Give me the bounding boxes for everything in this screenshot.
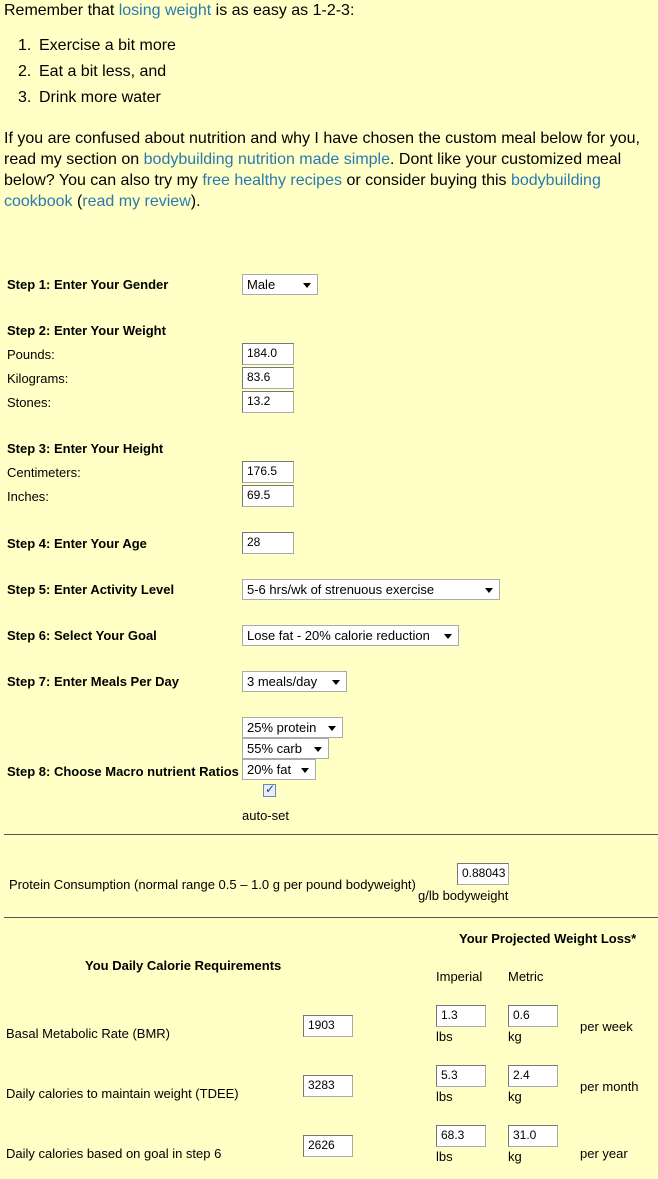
bmr-label: Basal Metabolic Rate (BMR) [6, 1026, 170, 1041]
carb-ratio-select[interactable]: 55% carb [242, 738, 329, 759]
kilograms-input[interactable]: 83.6 [242, 367, 294, 389]
protein-label: Protein Consumption (normal range 0.5 – 1.0 g per pound bodyweight) [9, 877, 416, 892]
lbs-unit: lbs [436, 1149, 453, 1164]
imperial-heading: Imperial [436, 969, 483, 984]
step6-label: Step 6: Select Your Goal [7, 628, 157, 643]
goal-calories-output[interactable]: 2626 [303, 1135, 353, 1157]
inches-input[interactable]: 69.5 [242, 485, 294, 507]
chevron-down-icon [332, 680, 340, 685]
tdee-output[interactable]: 3283 [303, 1075, 353, 1097]
centimeters-label: Centimeters: [7, 465, 81, 480]
chevron-down-icon [314, 747, 322, 752]
protein-ratio-select[interactable]: 25% protein [242, 717, 343, 738]
divider [4, 917, 658, 918]
lbs-unit: lbs [436, 1089, 453, 1104]
yearly-lbs-output[interactable]: 68.3 [436, 1125, 486, 1147]
step1-label: Step 1: Enter Your Gender [7, 277, 169, 292]
protein-unit: g/lb bodyweight [418, 888, 509, 903]
cookbook-link[interactable]: bodybuilding [510, 172, 601, 189]
fat-ratio-select[interactable]: 20% fat [242, 759, 316, 780]
stones-label: Stones: [7, 395, 52, 410]
intro-line: Remember that losing weight is as easy as 1-2-3: [4, 2, 355, 19]
step2-label: Step 2: Enter Your Weight [7, 323, 166, 338]
monthly-kg-output[interactable]: 2.4 [508, 1065, 558, 1087]
step5-label: Step 5: Enter Activity Level [7, 582, 175, 597]
chevron-down-icon [301, 768, 309, 773]
chevron-down-icon [444, 634, 452, 639]
divider [4, 834, 658, 835]
chevron-down-icon [303, 283, 311, 288]
gender-select[interactable]: Male [242, 274, 318, 295]
tdee-label: Daily calories to maintain weight (TDEE) [6, 1086, 239, 1101]
autoset-label: auto-set [242, 808, 289, 823]
meals-select[interactable]: 3 meals/day [242, 671, 347, 692]
lbs-unit: lbs [436, 1029, 453, 1044]
pounds-label: Pounds: [7, 347, 55, 362]
step-number: 2. [18, 63, 32, 80]
calorie-heading: You Daily Calorie Requirements [85, 958, 282, 973]
cookbook-link-2[interactable]: cookbook [4, 193, 73, 210]
goal-select[interactable]: Lose fat - 20% calorie reduction [242, 625, 459, 646]
kg-unit: kg [508, 1149, 522, 1164]
kg-unit: kg [508, 1029, 522, 1044]
step-number: 3. [18, 89, 32, 106]
chevron-down-icon [485, 588, 493, 593]
activity-select[interactable]: 5-6 hrs/wk of strenuous exercise [242, 579, 500, 600]
inches-label: Inches: [7, 489, 49, 504]
protein-input[interactable]: 0.88043 [457, 863, 509, 885]
list-item: Drink more water [39, 89, 161, 106]
check-icon: ✓ [265, 782, 276, 796]
weekly-kg-output[interactable]: 0.6 [508, 1005, 558, 1027]
step7-label: Step 7: Enter Meals Per Day [7, 674, 179, 689]
review-link[interactable]: read my review [82, 193, 191, 210]
yearly-kg-output[interactable]: 31.0 [508, 1125, 558, 1147]
weight-loss-heading: Your Projected Weight Loss* [459, 931, 637, 946]
intro-paragraph: If you are confused about nutrition and why I have chosen the custom meal below for you, read my section on bodybuilding nutrition made simple. Dont like your customized meal below? You can also try my free healthy recipes or consider buying this bodybuilding cookbook (read my review). [4, 130, 640, 210]
pounds-input[interactable]: 184.0 [242, 343, 294, 365]
chevron-down-icon [328, 726, 336, 731]
autoset-checkbox[interactable] [263, 784, 276, 797]
kilograms-label: Kilograms: [7, 371, 69, 386]
step3-label: Step 3: Enter Your Height [7, 441, 164, 456]
centimeters-input[interactable]: 176.5 [242, 461, 294, 483]
goal-calories-label: Daily calories based on goal in step 6 [6, 1146, 222, 1161]
bmr-output[interactable]: 1903 [303, 1015, 353, 1037]
step4-label: Step 4: Enter Your Age [7, 536, 147, 551]
period-label: per year [580, 1146, 628, 1161]
weekly-lbs-output[interactable]: 1.3 [436, 1005, 486, 1027]
metric-heading: Metric [508, 969, 544, 984]
period-label: per week [580, 1019, 633, 1034]
kg-unit: kg [508, 1089, 522, 1104]
period-label: per month [580, 1079, 639, 1094]
stones-input[interactable]: 13.2 [242, 391, 294, 413]
recipes-link[interactable]: free healthy recipes [202, 172, 342, 189]
losing-weight-link[interactable]: losing weight [118, 2, 212, 19]
list-item: Eat a bit less, and [39, 63, 167, 80]
step-number: 1. [18, 37, 32, 54]
nutrition-link[interactable]: bodybuilding nutrition made simple [143, 151, 391, 168]
step8-label: Step 8: Choose Macro nutrient Ratios [7, 764, 239, 779]
monthly-lbs-output[interactable]: 5.3 [436, 1065, 486, 1087]
age-input[interactable]: 28 [242, 532, 294, 554]
list-item: Exercise a bit more [39, 37, 176, 54]
